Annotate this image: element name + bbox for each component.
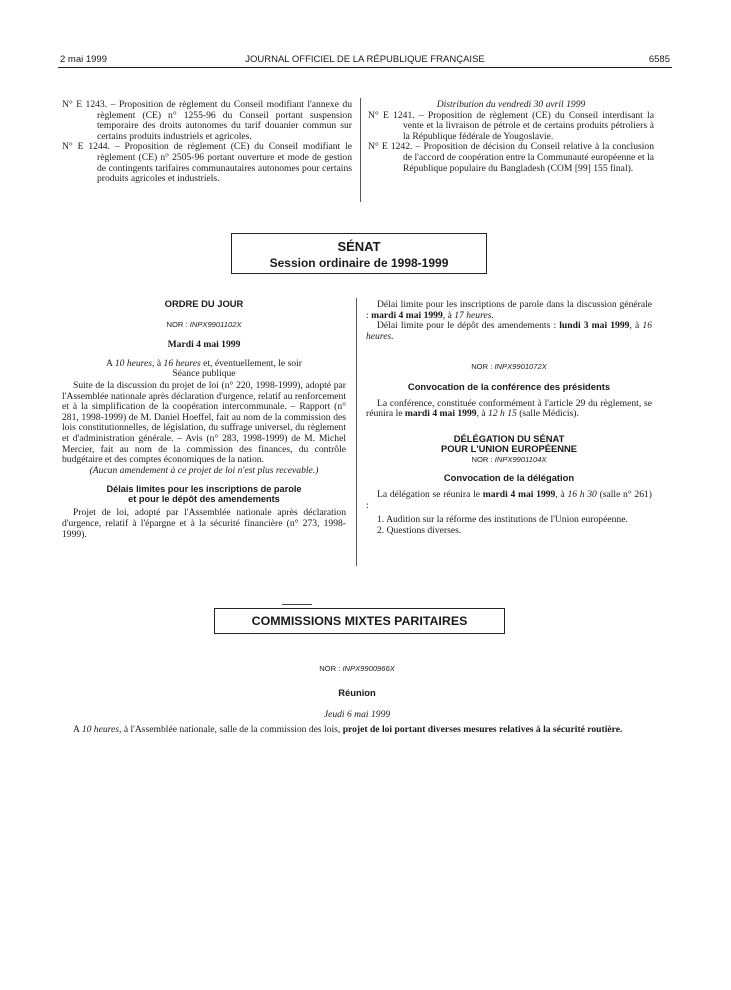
seance-time: 16 heures <box>163 357 201 369</box>
reunion-date: Jeudi 6 mai 1999 <box>323 709 391 720</box>
senat-title-box <box>231 233 487 274</box>
reunion-text: A <box>73 724 82 735</box>
nor-label: NOR : <box>319 664 341 673</box>
reunion-paragraph <box>62 725 652 736</box>
entry-text: – Proposition de règlement (CE) du Conseil interdisant la vente et la livraison de pétrole et de certains produits pétroliers à la République fédérale de Yougoslavie. <box>403 109 654 142</box>
amendment-note: (Aucun amendement à ce projet de loi n'est plus recevable.) <box>89 464 319 476</box>
delais-heading-line: et pour le dépôt des amendements <box>128 494 280 505</box>
delai-date: lundi 3 mai 1999 <box>559 320 630 332</box>
list-item <box>368 142 654 174</box>
header-journal-title: JOURNAL OFFICIEL DE LA RÉPUBLIQUE FRANÇAISE <box>245 54 485 65</box>
senat-title: SÉNAT <box>337 239 381 254</box>
reunion-projet: projet de loi portant diverses mesures relatives à la sécurité routière. <box>342 724 623 735</box>
delegation-heading-line: POUR L'UNION EUROPÉENNE <box>440 442 578 454</box>
reunion-text: , à l'Assemblée nationale, salle de la commission des lois, <box>119 724 343 735</box>
delais-heading <box>62 484 346 504</box>
delai-text: Délai limite pour le dépôt des amendements : <box>377 320 560 332</box>
convocation-time: 12 h 15 <box>488 408 517 420</box>
delai-text: Délai limite pour les inscriptions de parole dans la discussion générale : <box>366 299 652 321</box>
nor-reference <box>366 455 652 466</box>
nor-reference <box>62 664 652 673</box>
cmp-title-box <box>214 608 505 634</box>
header-date: 2 mai 1999 <box>60 54 108 65</box>
nor-label: NOR : <box>471 454 493 464</box>
running-header <box>60 54 670 66</box>
delai-amendements <box>366 321 652 342</box>
convocation-text: La conférence, constituée conformément à l'article 29 du règlement, se réunira le <box>366 397 652 420</box>
header-page-number: 6585 <box>648 54 670 65</box>
delegation-convocation-heading: Convocation de la délégation <box>443 472 575 484</box>
delegation-text: , à <box>555 488 568 500</box>
seance-publique: Séance publique <box>172 368 236 380</box>
distribution-heading: Distribution du vendredi 30 avril 1999 <box>436 99 586 110</box>
entry-number: N° E 1241. <box>368 109 415 121</box>
delegation-text: La délégation se réunira le <box>377 488 483 500</box>
session-subtitle: Session ordinaire de 1998-1999 <box>269 256 449 270</box>
ordre-du-jour-heading: ORDRE DU JOUR <box>164 298 244 309</box>
delegation-date: mardi 4 mai 1999 <box>482 488 556 500</box>
convocation-text: , à <box>476 408 489 420</box>
delai-text: , à <box>629 320 643 332</box>
delai-date: mardi 4 mai 1999 <box>371 309 443 321</box>
entry-text: – Proposition de règlement (CE) du Conseil modifiant le règlement (CE) n° 2505-96 portant ouverture et mode de gestion de contingents tarifaires communautaires autonomes pour certains produits agricoles et industriels. <box>97 141 352 185</box>
seance-text: et, éventuellement, le soir <box>200 357 302 369</box>
list-item: 2. Questions diverses. <box>377 524 462 536</box>
entry-text: – Proposition de règlement du Conseil modifiant l'annexe du règlement (CE) n° 1255-96 du Conseil portant suspension temporaire des droits autonomes du tarif douanier commun sur certains produits industriels et agricoles. <box>97 99 353 142</box>
delegation-paragraph <box>366 490 652 511</box>
nor-label: NOR : <box>471 362 493 372</box>
reunion-heading: Réunion <box>338 687 376 698</box>
left-column <box>62 299 346 540</box>
reunion-text-block <box>62 725 652 736</box>
delegation-text: (salle n° 261) : <box>366 488 652 511</box>
delai-time: 17 heures. <box>454 309 494 321</box>
cmp-title: COMMISSIONS MIXTES PARITAIRES <box>251 614 468 628</box>
header-rule <box>58 67 672 68</box>
nor-reference <box>62 320 346 331</box>
nor-code: INPX9901104X <box>494 454 547 464</box>
entry-number: N° E 1242. <box>368 141 413 153</box>
delais-heading-line: Délais limites pour les inscriptions de parole <box>106 484 302 495</box>
convocation-text: (salle Médicis). <box>516 408 579 420</box>
list-item: 1. Audition sur la réforme des institutions de l'Union européenne. <box>377 514 628 526</box>
nor-label: NOR : <box>166 319 188 329</box>
column-divider <box>356 298 357 566</box>
decorative-rule <box>282 604 312 605</box>
entry-number: N° E 1244. <box>62 141 110 153</box>
seance-text: A <box>106 357 115 369</box>
session-date: Mardi 4 mai 1999 <box>167 339 241 351</box>
column-divider <box>360 98 361 202</box>
seance-time: 10 heures <box>114 357 153 369</box>
convocation-paragraph <box>366 399 652 420</box>
reunion-time: 10 heures <box>81 724 120 735</box>
convocation-heading: Convocation de la conférence des présidents <box>407 380 611 392</box>
list-item <box>368 111 654 143</box>
nor-code: INPX9901072X <box>494 362 547 372</box>
top-right-column <box>368 100 654 174</box>
entry-number: N° E 1243. <box>62 99 108 110</box>
delai-time: 16 heures. <box>366 320 652 342</box>
top-left-column <box>62 100 352 185</box>
delai-text: , à <box>442 309 455 321</box>
nor-reference <box>366 362 652 373</box>
delegation-heading-line: DÉLÉGATION DU SÉNAT <box>453 432 565 444</box>
delai-parole <box>366 300 652 321</box>
seance-text: , à <box>152 357 164 369</box>
nor-code: INPX9900966X <box>342 664 395 673</box>
list-item <box>62 100 352 142</box>
entry-text: – Proposition de décision du Conseil relative à la conclusion de l'accord de coopération entre la Communauté européenne et la République populaire du Bangladesh (COM [99] 155 final). <box>403 141 654 174</box>
projet-paragraph: Projet de loi, adopté par l'Assemblée nationale après déclaration d'urgence, relatif à l'épargne et à la sécurité financière (n° 273, 1998-1999). <box>62 507 346 540</box>
agenda-paragraph: Suite de la discussion du projet de loi (n° 220, 1998-1999), adopté par l'Assemblée nationale après déclaration d'urgence, relatif au renforcement et à la simplification de la coopération intercommunale. – Rapport (n° 281, 1998-1999) de M. Daniel Hoeffel, fait au nom de la commission des lois constitutionnelles, de législation, du suffrage universel, du règlement et d'administration générale. – Avis (n° 283, 1998-1999) de M. Michel Mercier, fait au nom de la commission des finances, du contrôle budgétaire et des comptes économiques de la nation. <box>62 379 346 466</box>
delegation-heading <box>366 434 652 454</box>
list-item <box>62 142 352 184</box>
right-column <box>366 300 652 536</box>
convocation-date: mardi 4 mai 1999 <box>404 408 477 420</box>
delegation-time: 16 h 30 <box>567 488 597 500</box>
nor-code: INPX9901102X <box>189 319 242 329</box>
